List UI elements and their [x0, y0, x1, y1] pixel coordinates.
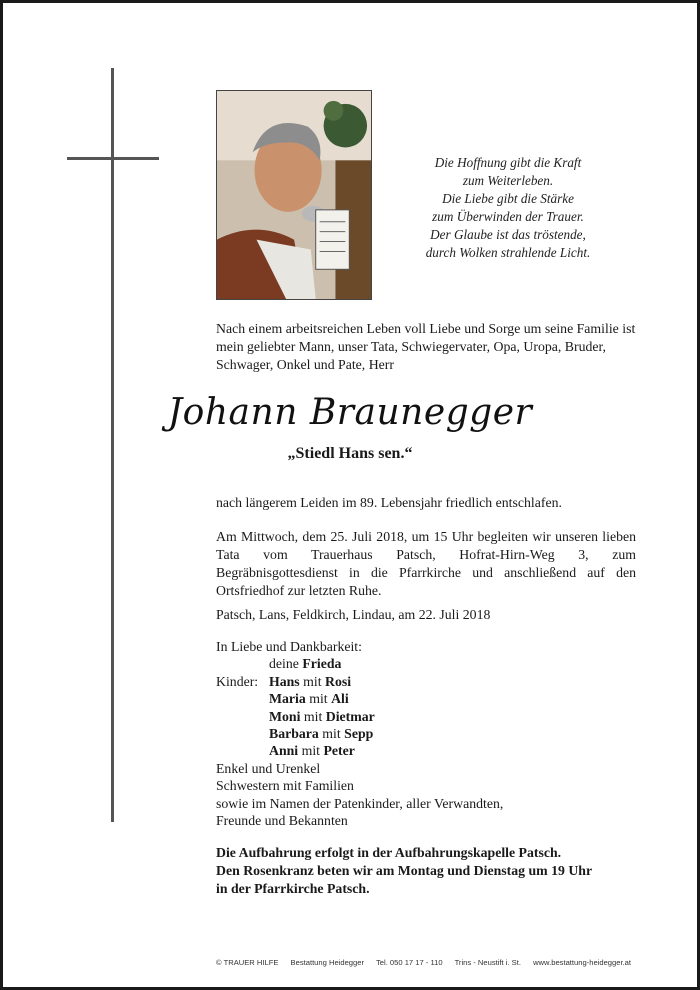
place-date: Patsch, Lans, Feldkirch, Lindau, am 22. Juli 2018: [216, 607, 491, 622]
partner-name: Dietmar: [325, 708, 375, 724]
child-name: Moni: [269, 708, 301, 724]
footer: [216, 958, 656, 967]
spouse-row: [216, 655, 636, 672]
closing-line: in der Pfarrkirche Patsch.: [216, 881, 370, 896]
child-row: [216, 708, 636, 725]
quote-line: zum Weiterleben.: [462, 173, 554, 188]
connector: mit: [309, 691, 328, 707]
child-row: [216, 742, 636, 759]
footer-phone: Tel. 050 17 17 - 110: [376, 958, 443, 967]
child-name: Hans: [269, 673, 300, 689]
partner-name: Rosi: [325, 673, 352, 689]
intro-text: Nach einem arbeitsreichen Leben voll Liebe und Sorge um seine Familie ist mein geliebter Mann, unser Tata, Schwiegervater, Opa, Uropa, Bruder, Schwager, Onkel und Pate, Herr: [216, 321, 636, 372]
quote-line: Die Hoffnung gibt die Kraft: [434, 155, 582, 170]
child-row: [216, 690, 636, 707]
child-name: Anni: [269, 743, 299, 759]
family-greeting: In Liebe und Dankbarkeit:: [216, 639, 362, 654]
footer-brand: © TRAUER HILFE: [216, 958, 279, 967]
quote-line: zum Überwinden der Trauer.: [432, 209, 584, 224]
family-other: Enkel und Urenkel: [216, 760, 321, 776]
footer-address: Trins - Neustift i. St.: [454, 958, 521, 967]
partner-name: Ali: [331, 691, 349, 707]
funeral-text: Am Mittwoch, dem 25. Juli 2018, um 15 Uhr begleiten wir unseren lieben Tata vom Trauerhaus Patsch, Hofrat-Hirn-Weg 3, zum Begräbnisgottesdienst in die Pfarrkirche und anschließend auf den Ortsfriedhof zur letzten Ruhe.: [216, 529, 636, 598]
deceased-name: Johann Braunegger: [167, 392, 533, 433]
footer-website: www.bestattung-heidegger.at: [533, 958, 632, 967]
child-row: [216, 673, 636, 690]
family-other: sowie im Namen der Patenkinder, aller Verwandten,: [216, 795, 504, 811]
quote-line: Der Glaube ist das tröstende,: [430, 227, 586, 242]
child-name: Maria: [269, 691, 306, 707]
deceased-nickname: „Stiedl Hans sen.“: [287, 445, 413, 462]
connector: mit: [303, 673, 322, 689]
passing-text: nach längerem Leiden im 89. Lebensjahr friedlich entschlafen.: [216, 495, 562, 510]
connector: mit: [322, 726, 341, 742]
children-label: Kinder:: [216, 673, 259, 689]
family-other: Freunde und Bekannten: [216, 813, 348, 829]
partner-name: Sepp: [344, 726, 374, 742]
connector: mit: [303, 708, 323, 724]
quote-line: durch Wolken strahlende Licht.: [425, 245, 591, 260]
memorial-quote: [396, 154, 620, 262]
closing-line: Den Rosenkranz beten wir am Montag und Dienstag um 19 Uhr: [216, 863, 593, 878]
quote-line: Die Liebe gibt die Stärke: [442, 191, 574, 206]
child-row: [216, 725, 636, 742]
family-other: Schwestern mit Familien: [216, 778, 354, 794]
family-list: [216, 638, 636, 829]
spouse-name: Frieda: [302, 656, 342, 672]
child-name: Barbara: [269, 726, 319, 742]
closing-notice: [216, 844, 638, 898]
closing-line: Die Aufbahrung erfolgt in der Aufbahrungskapelle Patsch.: [216, 845, 562, 860]
portrait-photo: [216, 90, 372, 300]
footer-company: Bestattung Heidegger: [290, 958, 365, 967]
spouse-prefix: deine: [269, 656, 299, 672]
connector: mit: [301, 743, 321, 759]
cross-horizontal-bar: [67, 157, 159, 160]
partner-name: Peter: [323, 743, 355, 759]
